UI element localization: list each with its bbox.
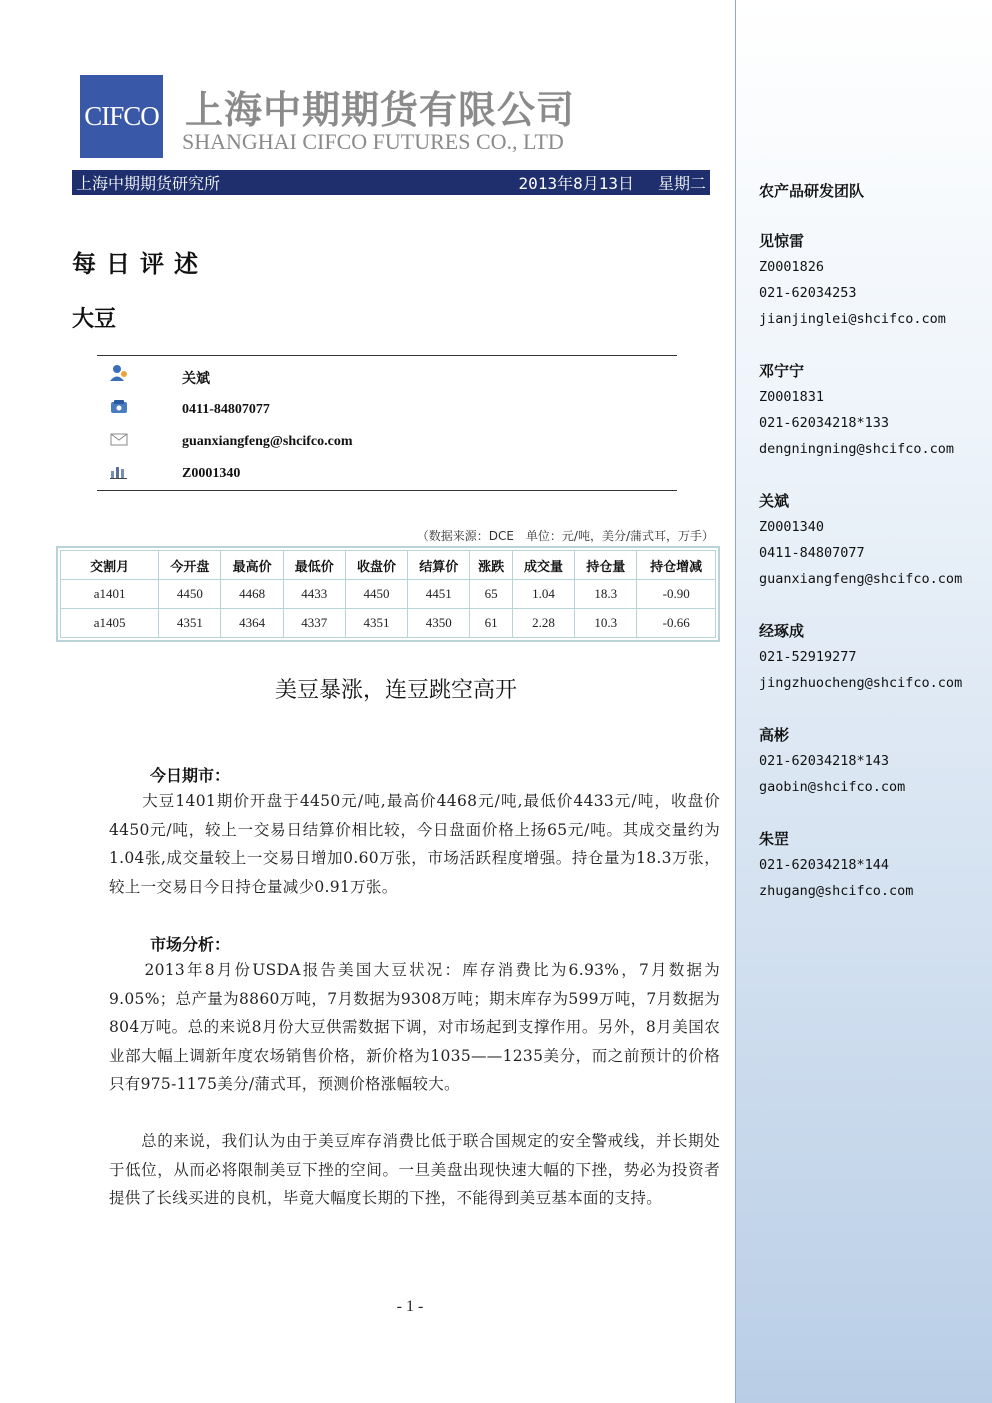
paragraph-conclusion: 总的来说，我们认为由于美豆库存消费比低于联合国规定的安全警戒线，并长期处于低位，从而必将限制美豆下挫的空间。一旦美盘出现快速大幅的下挫，势必为投资者提供了长线买进的良机，毕竟大幅度长期的下挫，不能得到美豆基本面的支持。 <box>109 1132 720 1207</box>
member-phone: 021-62034218*144 <box>759 857 890 873</box>
team-member <box>759 722 989 800</box>
member-phone: 021-52919277 <box>759 649 857 665</box>
table-cell: 4451 <box>408 580 470 609</box>
company-logo <box>80 75 580 160</box>
analyst-phone: 0411-84807077 <box>182 402 270 417</box>
person-icon <box>109 364 129 382</box>
member-phone: 021-62034218*143 <box>759 753 890 769</box>
table-cell: 4450 <box>159 580 221 609</box>
team-member <box>759 826 989 904</box>
analyst-name-row <box>97 364 677 388</box>
table-cell: 1.04 <box>512 580 574 609</box>
member-phone: 0411-84807077 <box>759 545 865 561</box>
table-row <box>61 609 716 638</box>
col-header: 结算价 <box>408 551 470 580</box>
analyst-contact-box <box>97 355 677 491</box>
paragraph-analysis: 2013年8月份USDA报告美国大豆状况：库存消费比为6.93%，7月数据为9.05%；总产量为8860万吨，7月数据为9308万吨；期末库存为599万吨，7月数据为804万吨。总的来说8月份大豆供需数据下调，对市场起到支撑作用。另外，8月美国农业部大幅上调新年度农场销售价格，新价格为1035——1235美分，而之前预计的价格只有975-1175美分/蒲式耳，预测价格涨幅较大。 <box>109 961 720 1093</box>
company-name-en: SHANGHAI CIFCO FUTURES CO., LTD <box>182 129 564 154</box>
institute-name: 上海中期期货研究所 <box>76 174 221 193</box>
analyst-license: Z0001340 <box>182 466 241 481</box>
member-phone: 021-62034218*133 <box>759 415 890 431</box>
member-license: Z0001831 <box>759 389 825 405</box>
member-name: 高彬 <box>759 726 790 744</box>
member-name: 经琢成 <box>759 622 805 640</box>
product-title: 大豆 <box>72 307 117 332</box>
col-header: 涨跌 <box>470 551 513 580</box>
member-email[interactable]: guanxiangfeng@shcifco.com <box>759 571 963 587</box>
team-member <box>759 488 989 592</box>
envelope-icon <box>109 430 129 448</box>
col-header: 最低价 <box>283 551 345 580</box>
analyst-email-row <box>97 430 677 454</box>
col-header: 成交量 <box>512 551 574 580</box>
col-header: 今开盘 <box>159 551 221 580</box>
table-cell: -0.66 <box>637 609 716 638</box>
analyst-email[interactable]: guanxiangfeng@shcifco.com <box>182 434 353 449</box>
analyst-license-row <box>97 462 677 486</box>
col-header: 持仓量 <box>575 551 637 580</box>
member-email[interactable]: jingzhuocheng@shcifco.com <box>759 675 963 691</box>
phone-icon <box>109 398 129 416</box>
report-weekday: 星期二 <box>657 174 706 193</box>
member-email[interactable]: gaobin@shcifco.com <box>759 779 906 795</box>
quote-table <box>60 550 716 638</box>
article-headline: 美豆暴涨，连豆跳空高开 <box>274 678 517 703</box>
table-cell: 18.3 <box>575 580 637 609</box>
member-phone: 021-62034253 <box>759 285 857 301</box>
member-name: 见惊雷 <box>759 232 805 250</box>
table-cell: 4350 <box>408 609 470 638</box>
table-cell: 2.28 <box>512 609 574 638</box>
section-heading-today: 今日期市： <box>150 766 231 785</box>
col-header: 收盘价 <box>345 551 407 580</box>
table-cell: a1405 <box>61 609 159 638</box>
col-header: 最高价 <box>221 551 283 580</box>
logo-mark: CIFCO <box>80 75 163 158</box>
analyst-name: 关斌 <box>182 372 210 387</box>
analyst-phone-row <box>97 398 677 422</box>
col-header: 持仓增减 <box>637 551 716 580</box>
table-cell: 4468 <box>221 580 283 609</box>
col-header: 交割月 <box>61 551 159 580</box>
table-cell: 4351 <box>159 609 221 638</box>
table-row <box>61 580 716 609</box>
member-name: 朱罡 <box>759 830 790 848</box>
table-cell: 4433 <box>283 580 345 609</box>
table-cell: 10.3 <box>575 609 637 638</box>
table-cell: 4351 <box>345 609 407 638</box>
member-email[interactable]: zhugang@shcifco.com <box>759 883 914 899</box>
team-sidebar <box>735 0 992 1403</box>
table-header-row <box>61 551 716 580</box>
table-cell: a1401 <box>61 580 159 609</box>
page-number: - 1 - <box>396 1298 424 1315</box>
table-cell: 65 <box>470 580 513 609</box>
report-date: 2013年8月13日 <box>518 174 634 193</box>
company-name-cn: 上海中期期货有限公司 <box>185 88 576 132</box>
team-member <box>759 228 989 332</box>
table-cell: 61 <box>470 609 513 638</box>
member-email[interactable]: jianjinglei@shcifco.com <box>759 311 946 327</box>
table-cell: -0.90 <box>637 580 716 609</box>
header-banner <box>72 170 710 195</box>
member-license: Z0001340 <box>759 519 825 535</box>
team-member <box>759 618 989 696</box>
team-member <box>759 358 989 462</box>
member-email[interactable]: dengningning@shcifco.com <box>759 441 955 457</box>
team-title: 农产品研发团队 <box>759 182 865 200</box>
section-title: 每日评述 <box>72 250 208 278</box>
table-cell: 4364 <box>221 609 283 638</box>
paragraph-today-market: 大豆1401期价开盘于4450元/吨,最高价4468元/吨,最低价4433元/吨，收盘价4450元/吨，较上一交易日结算价相比较，今日盘面价格上扬65元/吨。其成交量约为1.04张,成交量较上一交易日增加0.60万张，市场活跃程度增强。持仓量为18.3万张，较上一交易日今日持仓量减少0.91万张。 <box>109 792 720 896</box>
quote-table-frame <box>56 546 720 642</box>
chart-icon <box>109 462 129 480</box>
member-name: 邓宁宁 <box>759 362 805 380</box>
table-cell: 4450 <box>345 580 407 609</box>
member-license: Z0001826 <box>759 259 825 275</box>
section-heading-analysis: 市场分析： <box>150 935 231 954</box>
member-name: 关斌 <box>759 492 790 510</box>
table-cell: 4337 <box>283 609 345 638</box>
table-source-note: （数据来源：DCE 单位：元/吨，美分/蒲式耳，万手） <box>416 529 714 543</box>
